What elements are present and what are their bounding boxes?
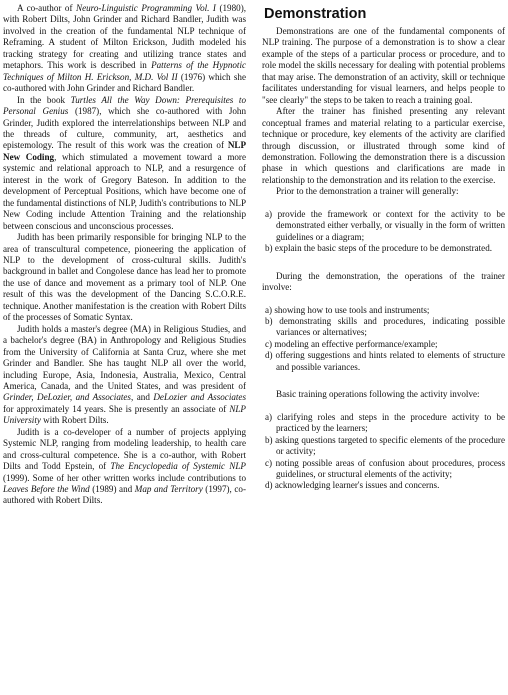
italic-reference: Leaves Before the Wind xyxy=(3,484,90,495)
right-column xyxy=(262,3,505,492)
during-list xyxy=(262,305,505,374)
left-column xyxy=(3,3,246,507)
text-run: A co-author of xyxy=(17,3,77,13)
text-run: (1987), which she co-authored with John Grinder, Judith explored the interrelationships between NLP and the threads of culture, community, art, aesthetics and epistemology. The result of this work was the creation of xyxy=(3,106,246,151)
intro-paragraph: After the trainer has finished presenting any relevant conceptual frames and material relating to a particular exercise, technique or procedure, key elements of the activity are clarified through discussion, or illustrated through some kind of demonstration. Following the demonstration there is a discussion phase in which questions and clarifications are made in relationship to the demonstration and its relation to the exercise. xyxy=(262,106,505,185)
biography-paragraph xyxy=(3,3,246,95)
list-item: d) offering suggestions and hints related to elements of structure and possible variances. xyxy=(265,350,505,372)
section-heading: Demonstration xyxy=(264,6,367,22)
italic-reference: Grinder, DeLozier, and Associates xyxy=(3,392,131,403)
text-run: for approximately 14 years. She is presently an associate of xyxy=(3,403,230,414)
list-item: b) asking questions targeted to specific elements of the procedure or activity; xyxy=(265,434,505,457)
text-run: (1989) and xyxy=(89,484,135,495)
list-item: a) showing how to use tools and instruments; xyxy=(265,304,430,315)
basic-intro: Basic training operations following the activity involve: xyxy=(276,389,480,400)
text-run: , and xyxy=(130,392,154,403)
text-run: Judith holds a master's degree (MA) in Religious Studies, and a bachelor's degree (BA) in Anthropology and Religious Studies from the University of California at Santa Cruz, where she met Grinder and Bandler. She has taught NLP all over the world, including Europe, Asia, Indonesia, Australia, Mexico, Central America, Canada, and the United States, and was president of xyxy=(3,323,246,391)
italic-reference: The Encyclopedia of Systemic NLP xyxy=(110,461,246,472)
text-run: (1980), with Robert Dilts, John Grinder and Richard Bandler, Judith was involved in the creation of the fundamental NLP technique of Reframing. A student of Milton Erickson, Judith modeled his tracking strategy for creating and utilizing trance states and metaphors. This work is described in xyxy=(3,3,246,71)
list-item: c) noting possible areas of confusion about procedures, process guidelines, or structural elements of the activity; xyxy=(265,457,505,479)
text-run: Judith has been primarily responsible for bringing NLP to the area of transcultural competence, pioneering the application of NLP to the development of cross-cultural skills. Judith's background in ballet and Congolese dance has lead her to promote the use of dance and movement as a primary tool of NLP. One result of this was the development of the Dancing S.C.O.R.E. technique. Another manifestation is the creation with Robert Dilts of the processes of Somatic Syntax. xyxy=(3,232,246,323)
text-run: with Robert Dilts. xyxy=(40,415,109,426)
italic-reference: Neuro-Linguistic Programming Vol. I xyxy=(76,3,216,13)
intro-paragraph: Demonstrations are one of the fundamental components of NLP training. The purpose of a demonstration is to show a clear example of the steps of a particular process or procedure, and to role model the skills necessary for dealing with potential problems that may arise. The demonstration of an activity, skill or technique facilitates understanding for visual learners, and helps people to "see clearly" the steps to be taken to reach a training goal. xyxy=(262,26,505,105)
prior-list xyxy=(262,209,505,255)
during-intro: During the demonstration, the operations of the trainer involve: xyxy=(262,270,505,293)
biography-text xyxy=(3,3,246,507)
text-run: (1997), co-authored with Robert Dilts. xyxy=(3,484,247,506)
italic-reference: Turtles All the Way Down: Prerequisites to Personal Genius xyxy=(3,94,246,117)
text-run: (1976) which she co-authored with John Grinder and Richard Bandler. xyxy=(3,71,246,94)
list-item: a) provide the framework or context for the activity to be demonstrated either verbally, or visually in the form of written guidelines or a diagram; xyxy=(265,208,505,242)
text-run: (1999). Some of her other written works include contributions to xyxy=(3,472,246,483)
bold-term: NLP New Coding xyxy=(3,140,246,162)
list-item: a) clarifying roles and steps in the procedure activity to be practiced by the learners; xyxy=(265,411,505,434)
list-item: b) demonstrating skills and procedures, indicating possible variances or alternatives; xyxy=(265,315,505,338)
biography-paragraph xyxy=(3,324,246,427)
italic-reference: DeLozier and Associates xyxy=(153,392,247,403)
list-item: c) modeling an effective performance/example; xyxy=(265,338,438,349)
list-item: d) acknowledging learner's issues and concerns. xyxy=(265,480,440,491)
biography-paragraph xyxy=(3,427,246,507)
list-item: b) explain the basic steps of the procedure to be demonstrated. xyxy=(265,243,493,254)
text-run: , which stimulated a movement toward a more systemic and relational approach to NLP, and a resurgence of interest in the work of Gregory Bateson. In addition to the development of Perceptual Positions, which have become one of the fundamental distinctions of NLP, Judith's contributions to NLP New Coding include Attention Training and the relationship between conscious and unconscious processes. xyxy=(3,151,246,231)
biography-paragraph xyxy=(3,95,246,232)
intro-paragraph: Prior to the demonstration a trainer will generally: xyxy=(276,186,459,197)
text-run: Judith is a co-developer of a number of projects applying Systemic NLP, ranging from modeling leadership, to health care and cross-cultural competence. She is a co-author, with Robert Dilts and Todd Epstein, of xyxy=(3,426,246,472)
italic-reference: Map and Territory xyxy=(134,484,203,495)
text-run: In the book xyxy=(17,94,71,105)
italic-reference: NLP University xyxy=(3,403,246,426)
basic-list xyxy=(262,412,505,492)
biography-paragraph xyxy=(3,232,246,324)
italic-reference: Patterns of the Hypnotic Techniques of Milton H. Erickson, M.D. Vol II xyxy=(3,60,247,82)
